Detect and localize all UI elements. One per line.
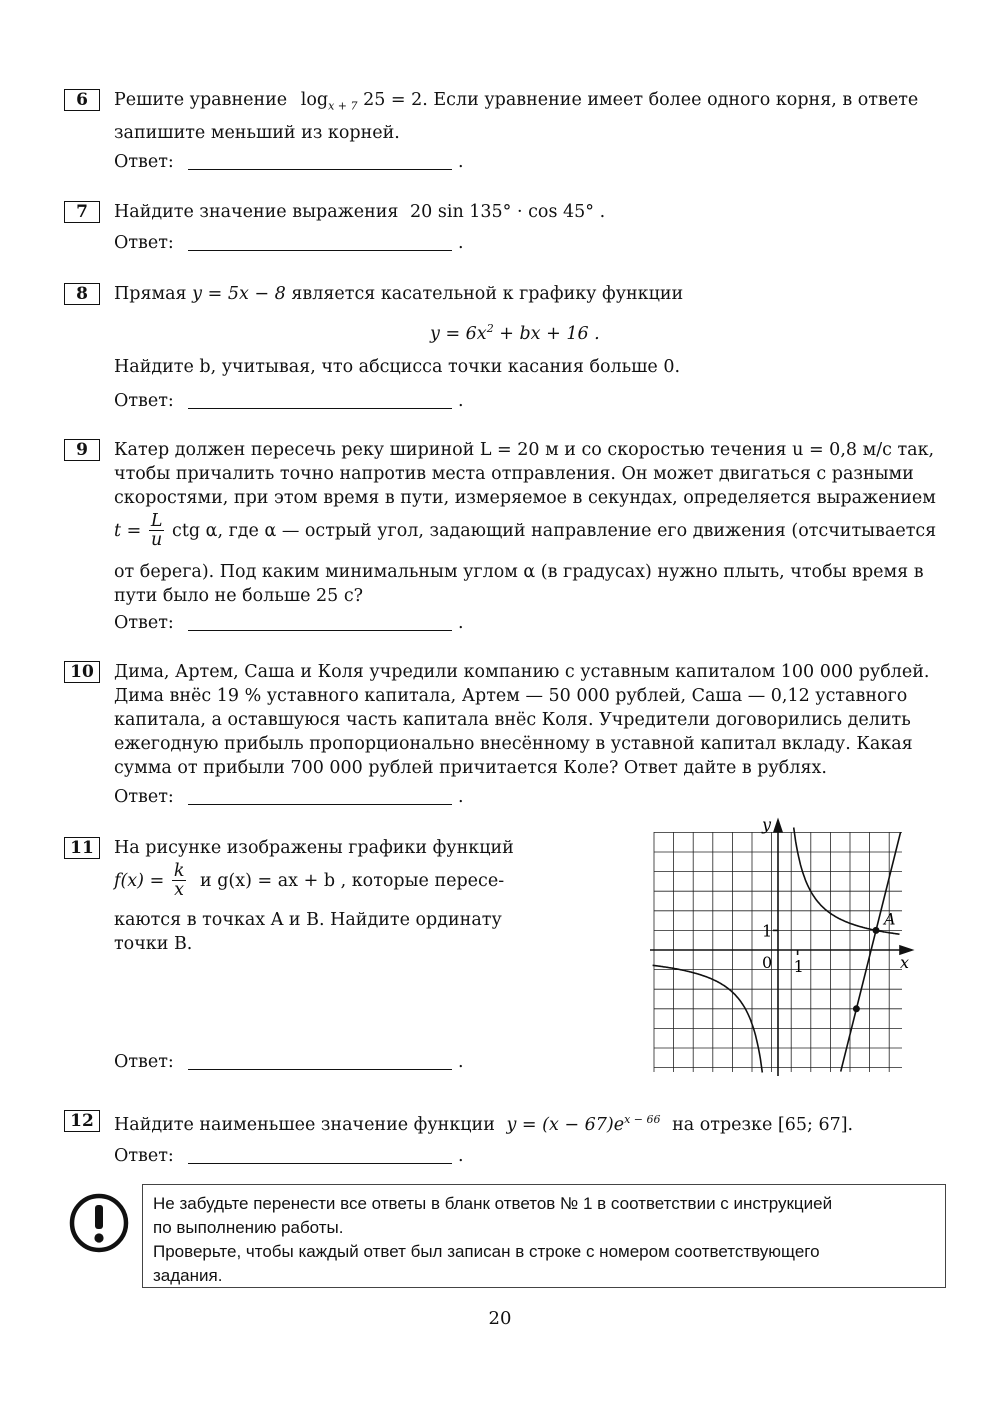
task-number-12: 12 — [64, 1110, 100, 1132]
answer-field-11[interactable] — [188, 1069, 452, 1070]
task-number-10: 10 — [64, 661, 100, 683]
task-6-text: Решите уравнение $\log_{x + 7} 25 = 2$. Если уравнение имеет более одного корня, в ответе — [114, 90, 919, 113]
task-12-func: y = (x − 67)e — [506, 1114, 625, 1135]
x-axis-label: x — [900, 953, 910, 972]
task-8-line1-eq: y = 5x − 8 — [192, 284, 286, 304]
task-10-line5: сумма от прибыли 700 000 рублей причитается Коле? Ответ дайте в рублях. — [114, 758, 827, 778]
task-7-pre: Найдите значение выражения — [114, 202, 399, 222]
task-6-post: . Если уравнение имеет более одного корня, в ответе — [422, 90, 919, 110]
task-8-formula: $y = 6x^2$ + bx + 16 . — [430, 322, 600, 344]
task-8-line1-pre: Прямая — [114, 284, 187, 304]
task-6-pre: Решите уравнение — [114, 90, 288, 110]
answer-label: Ответ: — [114, 391, 174, 411]
task-7-post: . — [599, 202, 606, 222]
task-9-line5: от берега). Под каким минимальным углом α (в градусах) нужно плыть, чтобы время в — [114, 562, 924, 582]
answer-row-11: Ответ: . — [114, 1052, 464, 1072]
answer-label: Ответ: — [114, 1146, 174, 1166]
x-one-label: 1 — [793, 957, 804, 976]
task-9-line3: скоростями, при этом время в пути, измеряемое в секундах, определяется выражением — [114, 488, 936, 508]
answer-field-9[interactable] — [188, 630, 452, 631]
y-one-label: 1 — [762, 921, 773, 941]
point-a — [873, 927, 880, 934]
task-number-6: 6 — [64, 89, 100, 111]
task-12-exp: x − 66 — [624, 1113, 661, 1126]
point-b — [853, 1005, 860, 1012]
task-7-expr: 20 sin 135° · cos 45° — [410, 202, 595, 222]
exclamation-circle-icon — [68, 1192, 130, 1254]
hyperbola-left-branch — [653, 965, 763, 1072]
answer-row-7: Ответ: . — [114, 233, 464, 253]
task-11-graph — [640, 810, 920, 1080]
answer-row-6: Ответ: . — [114, 152, 464, 172]
answer-field-12[interactable] — [188, 1163, 452, 1164]
answer-row-10: Ответ: . — [114, 787, 464, 807]
answer-row-8: Ответ: . — [114, 391, 464, 411]
task-6-log-arg: 25 = 2 — [363, 90, 423, 110]
task-number-8: 8 — [64, 283, 100, 305]
task-8-text — [114, 282, 947, 306]
task-6-log-base: x + 7 — [328, 99, 358, 113]
task-9-formula-line: t = $\frac{L}{u}$ ctg α, где α — острый угол, задающий направление его движения (отсчитывается — [114, 511, 937, 550]
task-11-line3: каются в точках A и B. Найдите ординату — [114, 910, 502, 930]
y-axis-label: y — [762, 815, 772, 834]
reminder-line2: по выполнению работы. — [153, 1218, 344, 1237]
task-7-text — [114, 200, 947, 224]
task-8-line3: Найдите b, учитывая, что абсцисса точки касания больше 0. — [114, 357, 681, 377]
reminder-line4: задания. — [153, 1266, 223, 1285]
task-11-line1: На рисунке изображены графики функций — [114, 838, 514, 858]
task-8-line1-post: является касательной к графику функции — [291, 284, 684, 304]
answer-row-12: Ответ: . — [114, 1146, 464, 1166]
task-10-line2: Дима внёс 19 % уставного капитала, Артем — 50 000 рублей, Саша — 0,12 уставного — [114, 686, 908, 706]
task-number-11: 11 — [64, 837, 100, 859]
answer-label: Ответ: — [114, 613, 174, 633]
answer-row-9: Ответ: . — [114, 613, 464, 633]
answer-label: Ответ: — [114, 1052, 174, 1072]
task-11-line4: точки B. — [114, 934, 193, 954]
answer-field-7[interactable] — [188, 250, 452, 251]
answer-label: Ответ: — [114, 233, 174, 253]
task-11-fraction: $\frac{k}{x}$ — [173, 861, 185, 900]
task-9-line2: чтобы причалить точно напротив места отправления. Он может двигаться с разными — [114, 464, 914, 484]
reminder-line1: Не забудьте перенести все ответы в бланк ответов № 1 в соответствии с инструкцией — [153, 1194, 833, 1213]
answer-label: Ответ: — [114, 152, 174, 172]
task-6-line2: запишите меньший из корней. — [114, 123, 400, 143]
answer-label: Ответ: — [114, 787, 174, 807]
task-number-9: 9 — [64, 439, 100, 461]
y-axis-arrow — [774, 820, 782, 832]
reminder-box — [142, 1184, 946, 1288]
task-10-line4: ежегодную прибыль пропорционально внесённому в уставной капитал вкладу. Какая — [114, 734, 913, 754]
origin-label: 0 — [762, 953, 773, 972]
reminder-line3: Проверьте, чтобы каждый ответ был записан в строке с номером соответствующего — [153, 1242, 820, 1261]
task-9-line6: пути было не больше 25 с? — [114, 586, 364, 606]
task-11-formula-line: f(x) = $\frac{k}{x}$ и g(x) = ax + b , которые пересе- — [114, 861, 505, 900]
task-10-line1: Дима, Артем, Саша и Коля учредили компанию с уставным капиталом 100 000 рублей. — [114, 662, 930, 682]
point-a-label: A — [884, 909, 896, 929]
answer-field-10[interactable] — [188, 804, 452, 805]
answer-field-6[interactable] — [188, 169, 452, 170]
answer-field-8[interactable] — [188, 408, 452, 409]
task-number-7: 7 — [64, 201, 100, 223]
task-12-text: Найдите наименьшее значение функции $y = (x - 67)e^{x - 66}$ на отрезке [65; 67]. — [114, 1113, 854, 1135]
task-10-line3: капитала, а оставшуюся часть капитала внёс Коля. Учредители договорились делить — [114, 710, 911, 730]
task-9-fraction: $\frac{L}{u}$ — [150, 511, 163, 550]
page-number: 20 — [488, 1308, 512, 1329]
task-9-line1: Катер должен пересечь реку шириной L = 20 м и со скоростью течения u = 0,8 м/с так, — [114, 440, 935, 460]
